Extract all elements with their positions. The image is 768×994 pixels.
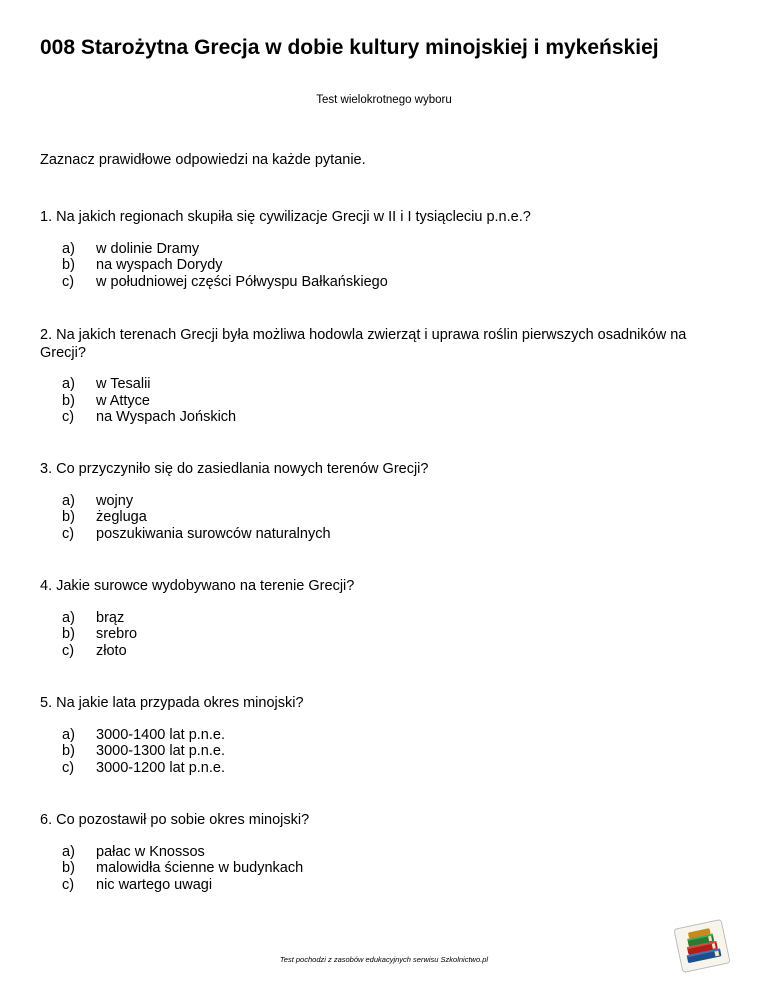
answer-option-c[interactable] xyxy=(40,643,730,660)
answer-option-c[interactable] xyxy=(40,877,730,894)
answer-letter: a) xyxy=(62,492,75,509)
question-text: 5. Na jakie lata przypada okres minojski? xyxy=(40,695,304,711)
question-text: 6. Co pozostawił po sobie okres minojski? xyxy=(40,812,310,828)
answer-text: nic wartego uwagi xyxy=(96,876,213,893)
answer-list xyxy=(40,727,730,777)
answer-option-a[interactable] xyxy=(40,844,730,861)
answer-letter: b) xyxy=(62,626,75,643)
answer-letter: b) xyxy=(62,743,75,760)
answer-list xyxy=(40,493,730,543)
answer-list xyxy=(40,376,730,426)
answer-letter: c) xyxy=(62,642,75,659)
answer-option-a[interactable] xyxy=(40,241,730,258)
answer-option-b[interactable] xyxy=(40,393,730,410)
instructions: Zaznacz prawidłowe odpowiedzi na każde pytanie. xyxy=(40,152,366,168)
answer-text: w południowej części Półwyspu Bałkańskiego xyxy=(96,273,388,290)
answer-option-b[interactable] xyxy=(40,257,730,274)
page-title: 008 Starożytna Grecja w dobie kultury minojskiej i mykeńskiej xyxy=(40,36,659,59)
answer-letter: c) xyxy=(62,759,75,776)
question-4 xyxy=(40,578,730,660)
answer-text: na Wyspach Jońskich xyxy=(96,409,237,426)
question-1 xyxy=(40,209,730,291)
answer-list xyxy=(40,241,730,291)
answer-option-b[interactable] xyxy=(40,509,730,526)
question-6 xyxy=(40,812,730,894)
answer-text: w Tesalii xyxy=(96,376,151,392)
answer-letter: b) xyxy=(62,509,75,526)
answer-text: 3000-1300 lat p.n.e. xyxy=(96,743,225,760)
answer-letter: c) xyxy=(62,876,75,893)
answer-option-a[interactable] xyxy=(40,376,730,393)
question-5 xyxy=(40,695,730,777)
answer-letter: c) xyxy=(62,525,75,542)
answer-option-a[interactable] xyxy=(40,493,730,510)
answer-letter: a) xyxy=(62,240,75,257)
answer-text: pałac w Knossos xyxy=(96,843,205,860)
answer-letter: c) xyxy=(62,273,75,290)
answer-text: poszukiwania surowców naturalnych xyxy=(96,525,331,542)
footer-source-note: Test pochodzi z zasobów edukacyjnych serwisu Szkolnictwo.pl xyxy=(279,955,489,964)
answer-text: złoto xyxy=(96,642,127,659)
answer-letter: a) xyxy=(62,376,75,392)
answer-option-b[interactable] xyxy=(40,743,730,760)
question-2 xyxy=(40,327,730,426)
answer-list xyxy=(40,610,730,660)
answer-option-b[interactable] xyxy=(40,860,730,877)
answer-text: 3000-1400 lat p.n.e. xyxy=(96,726,225,743)
question-text: 2. Na jakich terenach Grecji była możliwa hodowla zwierząt i uprawa roślin pierwszych osadników na Grecji? xyxy=(40,327,687,361)
answer-letter: b) xyxy=(62,860,75,877)
answer-option-a[interactable] xyxy=(40,610,730,627)
answer-text: srebro xyxy=(96,626,138,643)
answer-letter: a) xyxy=(62,726,75,743)
answer-letter: b) xyxy=(62,392,75,409)
answer-text: w Attyce xyxy=(96,392,150,409)
answer-option-c[interactable] xyxy=(40,526,730,543)
answer-option-a[interactable] xyxy=(40,727,730,744)
answer-text: brąz xyxy=(96,609,125,626)
answer-option-c[interactable] xyxy=(40,760,730,777)
question-3 xyxy=(40,461,730,543)
answer-text: w dolinie Dramy xyxy=(96,240,200,257)
answer-list xyxy=(40,844,730,894)
answer-text: malowidła ścienne w budynkach xyxy=(96,860,304,877)
question-text: 1. Na jakich regionach skupiła się cywilizacje Grecji w II i I tysiącleciu p.n.e.? xyxy=(40,209,531,225)
question-text: 4. Jakie surowce wydobywano na terenie Grecji? xyxy=(40,578,355,594)
page-subtitle: Test wielokrotnego wyboru xyxy=(316,94,452,106)
answer-option-b[interactable] xyxy=(40,626,730,643)
answer-letter: b) xyxy=(62,257,75,274)
answer-letter: a) xyxy=(62,609,75,626)
question-text: 3. Co przyczyniło się do zasiedlania nowych terenów Grecji? xyxy=(40,461,429,477)
answer-option-c[interactable] xyxy=(40,409,730,426)
answer-text: na wyspach Dorydy xyxy=(96,257,223,274)
answer-text: wojny xyxy=(96,492,134,509)
answer-text: żegluga xyxy=(96,509,147,526)
answer-option-c[interactable] xyxy=(40,274,730,291)
answer-letter: c) xyxy=(62,409,75,426)
answer-text: 3000-1200 lat p.n.e. xyxy=(96,759,225,776)
answer-letter: a) xyxy=(62,843,75,860)
books-icon xyxy=(672,918,732,974)
